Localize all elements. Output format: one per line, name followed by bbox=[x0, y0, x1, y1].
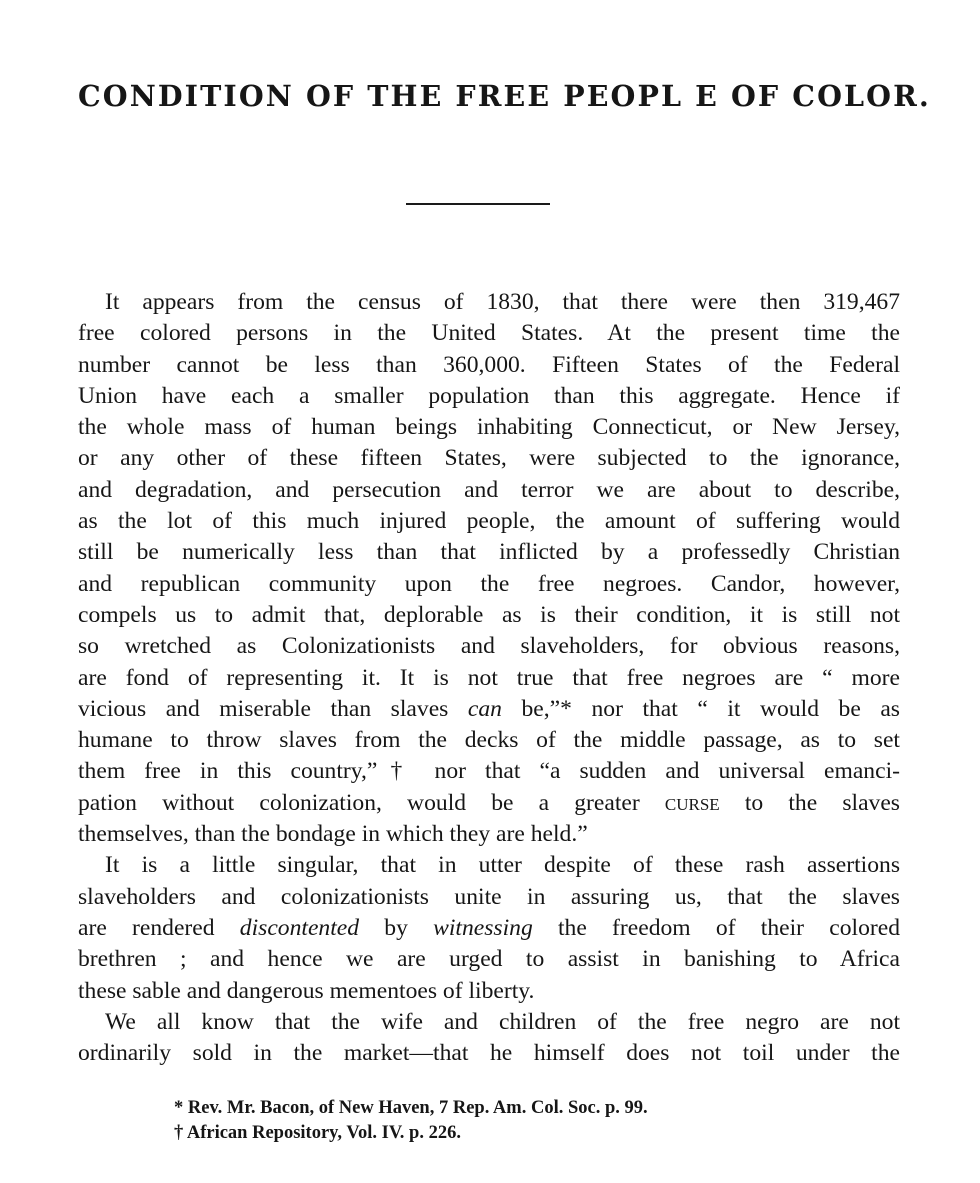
footnote: * Rev. Mr. Bacon, of New Haven, 7 Rep. Am. Col. Soc. p. 99. bbox=[174, 1098, 648, 1118]
footnote: † African Repository, Vol. IV. p. 226. bbox=[174, 1123, 461, 1143]
body-text bbox=[78, 287, 900, 1069]
body-line: Union have each a smaller population than this aggregate. Hence if bbox=[78, 382, 900, 409]
body-line: them free in this country,”† nor that “a sudden and universal emanci- bbox=[78, 758, 900, 785]
title-divider bbox=[406, 203, 550, 205]
body-line: are fond of representing it. It is not true that free negroes are “ more bbox=[78, 664, 900, 691]
body-line: brethren ; and hence we are urged to assist in banishing to Africa bbox=[78, 946, 900, 973]
body-line: pation without colonization, would be a greater curse to the slaves bbox=[78, 789, 900, 816]
body-line: the whole mass of human beings inhabiting Connecticut, or New Jersey, bbox=[78, 414, 900, 441]
page-title: CONDITION OF THE FREE PEOPL E OF COLOR. bbox=[78, 79, 931, 113]
body-line: or any other of these fifteen States, were subjected to the ignorance, bbox=[78, 445, 900, 472]
body-line: We all know that the wife and children of the free negro are not bbox=[105, 1008, 900, 1035]
body-line: these sable and dangerous mementoes of liberty. bbox=[78, 977, 535, 1004]
body-line: and degradation, and persecution and terror we are about to describe, bbox=[78, 476, 900, 503]
body-line: ordinarily sold in the market—that he himself does not toil under the bbox=[78, 1040, 900, 1067]
body-line: and republican community upon the free negroes. Candor, however, bbox=[78, 570, 900, 597]
body-line: number cannot be less than 360,000. Fifteen States of the Federal bbox=[78, 351, 900, 378]
body-line: vicious and miserable than slaves can be,”* nor that “ it would be as bbox=[78, 695, 900, 722]
body-line: so wretched as Colonizationists and slaveholders, for obvious reasons, bbox=[78, 633, 900, 660]
body-line: still be numerically less than that inflicted by a professedly Christian bbox=[78, 539, 900, 566]
body-line: themselves, than the bondage in which they are held.” bbox=[78, 821, 588, 848]
body-line: It appears from the census of 1830, that there were then 319,467 bbox=[105, 289, 900, 315]
body-line: humane to throw slaves from the decks of the middle passage, as to set bbox=[78, 727, 900, 754]
body-line: as the lot of this much injured people, the amount of suffering would bbox=[78, 508, 900, 535]
footnotes bbox=[174, 1096, 648, 1146]
body-line: It is a little singular, that in utter despite of these rash assertions bbox=[105, 852, 900, 879]
body-line: compels us to admit that, deplorable as is their condition, it is still not bbox=[78, 601, 900, 628]
body-line: are rendered discontented by witnessing the freedom of their colored bbox=[78, 914, 901, 941]
body-line: free colored persons in the United States. At the present time the bbox=[78, 320, 900, 347]
body-line: slaveholders and colonizationists unite in assuring us, that the slaves bbox=[78, 883, 900, 910]
